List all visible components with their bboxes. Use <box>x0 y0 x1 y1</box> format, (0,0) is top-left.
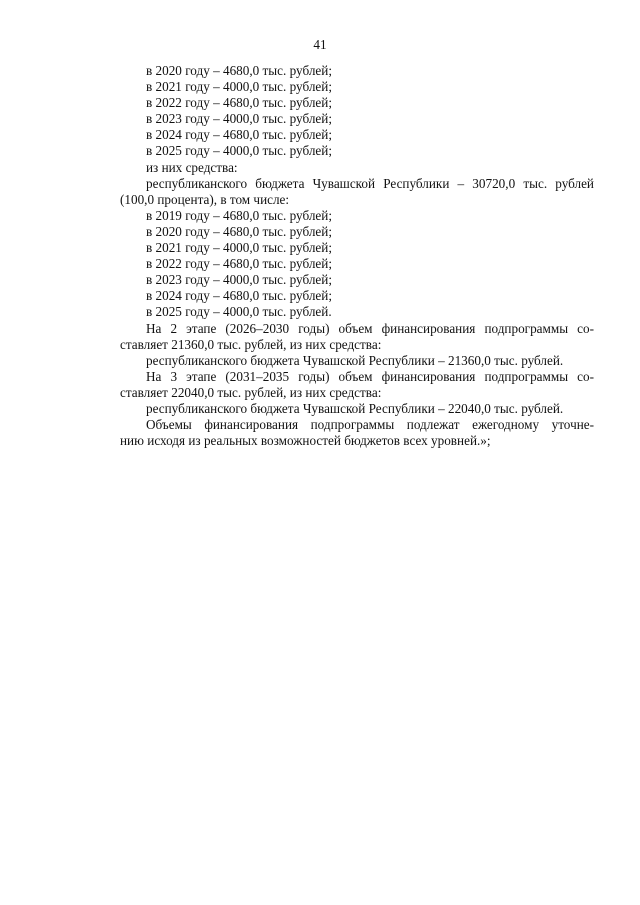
text-line: в 2022 году – 4680,0 тыс. рублей; <box>146 256 332 272</box>
text-line: в 2021 году – 4000,0 тыс. рублей; <box>146 79 332 95</box>
text-line: в 2022 году – 4680,0 тыс. рублей; <box>146 95 332 111</box>
text-line: в 2023 году – 4000,0 тыс. рублей; <box>146 272 332 288</box>
text-line: На 3 этапе (2031–2035 годы) объем финансирования подпрограммы со- <box>146 368 594 384</box>
text-line: из них средства: <box>146 159 238 175</box>
text-line: (100,0 процента), в том числе: <box>120 191 290 207</box>
text-line: На 2 этапе (2026–2030 годы) объем финансирования подпрограммы со- <box>146 320 594 336</box>
text-line: в 2024 году – 4680,0 тыс. рублей; <box>146 288 332 304</box>
text-line: в 2023 году – 4000,0 тыс. рублей; <box>146 111 332 127</box>
text-line: нию исходя из реальных возможностей бюджетов всех уровней.»; <box>120 433 491 449</box>
text-line: в 2025 году – 4000,0 тыс. рублей. <box>146 304 332 320</box>
text-line: в 2024 году – 4680,0 тыс. рублей; <box>146 127 332 143</box>
text-line: республиканского бюджета Чувашской Республики – 22040,0 тыс. рублей. <box>146 400 564 416</box>
text-line: в 2025 году – 4000,0 тыс. рублей; <box>146 143 332 159</box>
text-line: в 2020 году – 4680,0 тыс. рублей; <box>146 223 332 239</box>
text-line: в 2019 году – 4680,0 тыс. рублей; <box>146 207 332 223</box>
document-body <box>120 63 594 449</box>
text-line: в 2020 году – 4680,0 тыс. рублей; <box>146 63 332 78</box>
text-line: в 2021 году – 4000,0 тыс. рублей; <box>146 240 332 256</box>
text-line: ставляет 22040,0 тыс. рублей, из них средства: <box>120 384 382 400</box>
text-line: республиканского бюджета Чувашской Республики – 21360,0 тыс. рублей. <box>146 352 564 368</box>
page-number: 41 <box>313 37 327 52</box>
text-line: ставляет 21360,0 тыс. рублей, из них средства: <box>120 336 382 352</box>
text-line: республиканского бюджета Чувашской Республики – 30720,0 тыс. рублей <box>146 175 594 191</box>
text-line: Объемы финансирования подпрограммы подлежат ежегодному уточне- <box>146 417 594 433</box>
